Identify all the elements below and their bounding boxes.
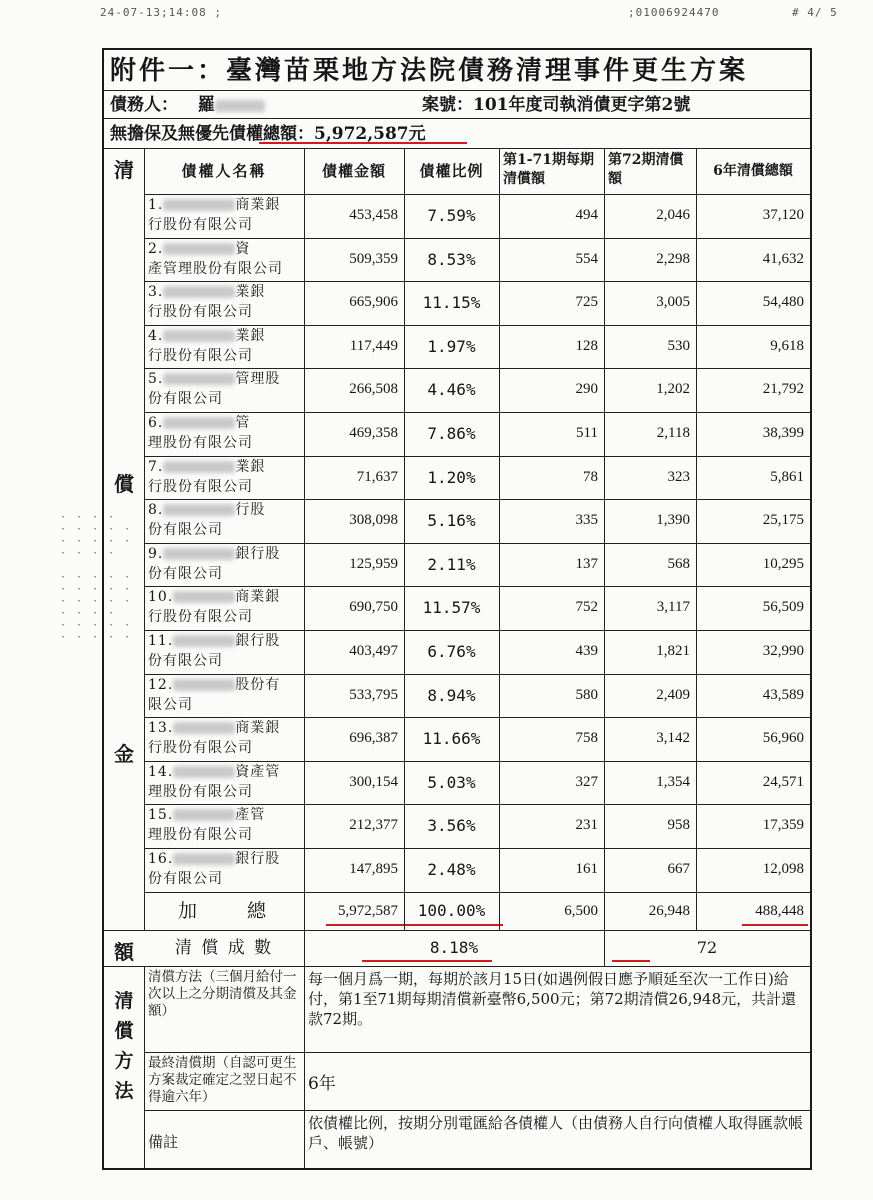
grid-line — [304, 930, 305, 966]
claim-ratio: 1.97% — [427, 336, 476, 356]
fax-header-middle: ;01006924470 — [628, 6, 720, 19]
period72-payment: 3,142 — [656, 730, 690, 747]
creditor-index: 2. — [148, 240, 164, 257]
case-number: 案號：101年度司執消債更字第2號 — [422, 95, 691, 115]
creditor-name-line2: 行股份有限公司 — [148, 217, 253, 233]
claim-ratio: 4.46% — [427, 380, 476, 400]
creditor-name — [144, 413, 304, 457]
debtor-line — [104, 92, 810, 118]
creditor-index: 4. — [148, 327, 164, 344]
six-year-total: 43,589 — [762, 686, 804, 703]
period72-payment: 2,046 — [656, 207, 690, 223]
red-underline — [259, 142, 467, 144]
creditor-name-part: 銀行股 — [235, 545, 281, 562]
claim-amount: 117,449 — [349, 337, 398, 354]
method-value: 每一個月爲一期，每期於該月15日(如遇例假日應予順延至次一工作日)給付，第1至71期每期清償新臺幣6,500元；第72期清償26,948元，共計還款72期。 — [308, 969, 797, 1028]
creditor-name-part: 商業銀 — [235, 720, 281, 737]
final-period-value: 6年 — [308, 1073, 336, 1094]
creditor-name-part: 管理股 — [235, 371, 281, 388]
sum-period72: 26,948 — [648, 902, 690, 919]
creditor-name — [144, 805, 304, 849]
redaction — [173, 635, 235, 647]
creditor-name-line2: 行股份有限公司 — [148, 478, 253, 495]
claim-ratio: 2.48% — [427, 860, 476, 879]
six-year-total: 24,571 — [762, 773, 804, 790]
six-year-total: 25,175 — [762, 512, 804, 529]
creditor-index: 11. — [148, 633, 174, 649]
claim-ratio: 1.20% — [427, 467, 476, 487]
claim-amount: 509,359 — [349, 250, 398, 267]
period1-payment: 78 — [583, 468, 598, 485]
redaction — [163, 461, 235, 473]
claim-ratio: 6.76% — [427, 642, 476, 661]
redaction — [163, 330, 235, 342]
creditor-name — [144, 849, 304, 893]
creditor-name-line2: 理股份有限公司 — [148, 783, 253, 800]
period1-payment: 511 — [576, 425, 598, 441]
creditor-name-line2: 份有限公司 — [148, 522, 223, 539]
creditor-name-part: 銀行股 — [235, 633, 281, 649]
side-label-e: 額 — [114, 939, 134, 964]
creditor-name-part: 業銀 — [235, 458, 266, 475]
claim-amount: 453,458 — [349, 207, 398, 223]
remarks-label: 備註 — [148, 1132, 179, 1151]
claim-ratio: 11.15% — [422, 293, 481, 313]
creditor-name — [144, 282, 304, 326]
period1-payment: 128 — [575, 337, 598, 354]
grid-line — [304, 966, 305, 1168]
grid-line — [696, 148, 697, 930]
redaction — [173, 853, 235, 865]
claim-ratio: 5.16% — [427, 511, 476, 531]
period1-payment: 554 — [575, 250, 598, 267]
redaction — [173, 722, 235, 734]
method-label: 清償方法（三個月給付一次以上之分期清償及其金額） — [148, 968, 297, 1019]
creditor-name-part: 商業銀 — [235, 197, 281, 213]
claim-amount: 665,906 — [349, 294, 398, 311]
redaction — [173, 809, 235, 821]
period1-payment: 758 — [575, 730, 598, 747]
total-claim-text: 無擔保及無優先債權總額：5,972,587元 — [110, 124, 426, 144]
claim-ratio: 8.94% — [427, 685, 476, 705]
grid-line — [499, 148, 500, 930]
period72-payment: 3,005 — [656, 294, 690, 311]
period1-payment: 161 — [575, 861, 598, 877]
creditor-index: 13. — [148, 720, 174, 737]
period1-payment: 290 — [575, 381, 598, 398]
creditor-name-part: 行股 — [235, 502, 266, 519]
six-year-total: 21,792 — [762, 381, 804, 398]
grid-line — [144, 966, 145, 1168]
creditor-index: 7. — [148, 458, 164, 475]
repay-periods-value: 72 — [696, 937, 718, 957]
creditor-name — [144, 326, 304, 370]
period1-payment: 494 — [575, 207, 598, 223]
period72-payment: 1,390 — [656, 512, 690, 529]
plan-document — [102, 48, 812, 1170]
six-year-total: 5,861 — [770, 468, 804, 485]
redaction — [163, 199, 235, 211]
fax-header-left: 24-07-13;14:08 ; — [100, 6, 222, 19]
creditor-name — [144, 718, 304, 762]
method-side-label: 清 — [114, 989, 134, 1012]
period1-payment: 335 — [575, 512, 598, 529]
sum-period1: 6,500 — [564, 902, 598, 919]
debtor-label: 債務人： — [110, 95, 178, 115]
header-total6: 6年清償總額 — [713, 163, 793, 179]
six-year-total: 56,960 — [762, 730, 804, 747]
creditor-index: 3. — [148, 284, 164, 301]
claim-amount: 71,637 — [356, 468, 398, 485]
redaction — [163, 373, 235, 385]
six-year-total: 54,480 — [762, 294, 804, 311]
period1-payment: 752 — [575, 599, 598, 616]
claim-ratio: 7.59% — [427, 206, 476, 225]
redaction — [163, 286, 235, 298]
creditor-name-part: 業銀 — [235, 327, 266, 344]
creditor-name-line2: 行股份有限公司 — [148, 347, 253, 364]
creditor-name — [144, 675, 304, 719]
sum-amount: 5,972,587 — [338, 902, 398, 919]
creditor-name-part: 銀行股 — [235, 851, 281, 867]
creditor-name — [144, 631, 304, 675]
period72-payment: 323 — [667, 468, 690, 485]
sum-ratio: 100.00% — [417, 900, 486, 920]
creditor-name-part: 管 — [235, 415, 251, 431]
fax-header-page: # 4/ 5 — [792, 6, 838, 19]
redaction — [163, 548, 235, 560]
creditor-name-part: 商業銀 — [235, 589, 281, 606]
redaction — [163, 243, 235, 255]
creditor-name — [144, 239, 304, 283]
creditor-index: 16. — [148, 851, 174, 867]
period72-payment: 2,409 — [656, 686, 690, 703]
side-label-chang: 償 — [114, 472, 134, 496]
creditor-index: 14. — [148, 763, 174, 780]
side-label-qing: 清 — [114, 158, 134, 182]
claim-amount: 212,377 — [349, 817, 398, 834]
period72-payment: 2,118 — [656, 425, 690, 441]
header-period72: 第72期清償額 — [608, 152, 684, 187]
claim-amount: 266,508 — [349, 381, 398, 398]
grid-line — [304, 148, 305, 930]
creditor-name-line2: 行股份有限公司 — [148, 609, 253, 626]
claim-amount: 690,750 — [349, 599, 398, 616]
period72-payment: 958 — [667, 817, 690, 834]
red-underline — [362, 960, 492, 962]
redaction — [173, 766, 235, 778]
creditor-name — [144, 500, 304, 544]
period72-payment: 530 — [667, 337, 690, 354]
claim-amount: 533,795 — [349, 686, 398, 703]
creditor-index: 15. — [148, 807, 174, 824]
creditor-index: 8. — [148, 502, 164, 519]
creditor-name-line2: 理股份有限公司 — [148, 435, 253, 451]
redaction — [163, 417, 235, 429]
claim-amount: 403,497 — [349, 643, 398, 659]
creditor-index: 6. — [148, 415, 164, 431]
claim-ratio: 2.11% — [427, 554, 476, 574]
grid-line — [144, 148, 145, 930]
creditor-index: 12. — [148, 676, 174, 693]
period1-payment: 137 — [575, 555, 598, 572]
creditor-name — [144, 195, 304, 239]
six-year-total: 12,098 — [762, 861, 804, 877]
six-year-total: 38,399 — [762, 425, 804, 441]
creditor-index: 10. — [148, 589, 174, 606]
period72-payment: 1,202 — [656, 381, 690, 398]
claim-amount: 696,387 — [349, 730, 398, 747]
claim-ratio: 8.53% — [427, 249, 476, 269]
creditor-name-line2: 行股份有限公司 — [148, 304, 253, 321]
grid-line — [604, 148, 605, 930]
claim-amount: 147,895 — [349, 861, 398, 877]
creditor-name-part: 產管 — [235, 807, 266, 824]
header-period1: 第1-71期每期清償額 — [503, 152, 595, 187]
period1-payment: 327 — [575, 773, 598, 790]
six-year-total: 10,295 — [762, 555, 804, 572]
creditor-name-part: 股份有 — [235, 676, 281, 693]
repay-ratio-value: 8.18% — [429, 937, 479, 957]
repay-ratio-label: 清 償 成 數 — [174, 937, 274, 958]
creditor-name — [144, 762, 304, 806]
claim-amount: 308,098 — [349, 512, 398, 529]
redaction — [163, 504, 235, 516]
claim-ratio: 5.03% — [427, 772, 476, 792]
method-side-label: 方 — [114, 1049, 134, 1072]
creditor-name-line2: 限公司 — [148, 696, 193, 713]
final-period-label: 最終清償期（自認可更生方案裁定確定之翌日起不得逾六年） — [148, 1054, 297, 1105]
claim-ratio: 7.86% — [427, 424, 476, 443]
claim-amount: 125,959 — [349, 555, 398, 572]
red-underline — [326, 924, 503, 926]
period72-payment: 568 — [667, 555, 690, 572]
creditor-name-line2: 份有限公司 — [148, 565, 223, 582]
creditor-name — [144, 457, 304, 501]
period72-payment: 667 — [667, 861, 690, 877]
period1-payment: 231 — [575, 817, 598, 834]
side-label-jin: 金 — [114, 742, 134, 766]
creditor-name-line2: 產管理股份有限公司 — [148, 260, 283, 277]
header-amount: 債權金額 — [321, 162, 386, 180]
period72-payment: 2,298 — [656, 250, 690, 267]
creditor-index: 5. — [148, 371, 164, 388]
six-year-total: 17,359 — [762, 817, 804, 834]
creditor-name-line2: 行股份有限公司 — [148, 740, 253, 757]
redaction — [215, 100, 265, 112]
creditor-name-part: 資產管 — [235, 763, 281, 780]
period1-payment: 725 — [575, 294, 598, 311]
creditor-name-line2: 份有限公司 — [148, 391, 223, 408]
claim-ratio: 11.57% — [422, 598, 481, 618]
sum-label: 加 總 — [177, 899, 270, 922]
method-side-label: 法 — [114, 1079, 134, 1102]
claim-amount: 300,154 — [349, 773, 398, 790]
method-side-label: 償 — [114, 1019, 134, 1042]
grid-line — [604, 930, 605, 966]
claim-amount: 469,358 — [349, 425, 398, 441]
red-underline — [612, 960, 650, 962]
six-year-total: 9,618 — [770, 337, 804, 354]
creditor-name-line2: 份有限公司 — [148, 653, 223, 669]
creditor-name-line2: 份有限公司 — [148, 871, 223, 887]
creditor-name-part: 資 — [235, 240, 251, 257]
period1-payment: 439 — [575, 643, 598, 659]
remarks-value: 依債權比例，按期分別電匯給各債權人（由債務人自行向債權人取得匯款帳戶、帳號） — [308, 1113, 804, 1152]
six-year-total: 32,990 — [762, 643, 804, 659]
period1-payment: 580 — [575, 686, 598, 703]
creditor-name — [144, 587, 304, 631]
grid-line — [404, 148, 405, 930]
creditor-name-part: 業銀 — [235, 284, 266, 301]
six-year-total: 56,509 — [762, 599, 804, 616]
six-year-total: 41,632 — [762, 250, 804, 267]
creditor-name-line2: 理股份有限公司 — [148, 827, 253, 844]
redaction — [173, 679, 235, 691]
creditor-index: 1. — [148, 197, 164, 213]
document-title: 附件一：臺灣苗栗地方法院債務清理事件更生方案 — [110, 56, 749, 86]
period72-payment: 1,354 — [656, 773, 690, 790]
creditor-index: 9. — [148, 545, 164, 562]
period72-payment: 3,117 — [656, 599, 690, 616]
header-name: 債權人名稱 — [181, 162, 267, 180]
header-ratio: 債權比例 — [419, 162, 484, 180]
red-underline — [742, 924, 808, 926]
creditor-name — [144, 544, 304, 588]
margin-dots: · · · · · · · · · · · · · · · · · · · · · · · · · · · · · · · · · · · · · · · · · · · · · · · — [60, 512, 133, 643]
debtor-name: 羅 — [197, 95, 215, 115]
claim-ratio: 11.66% — [422, 729, 481, 749]
six-year-total: 37,120 — [762, 207, 804, 223]
creditor-name — [144, 369, 304, 413]
sum-total: 488,448 — [755, 902, 804, 919]
period72-payment: 1,821 — [656, 643, 690, 659]
redaction — [173, 591, 235, 603]
claim-ratio: 3.56% — [427, 816, 476, 836]
